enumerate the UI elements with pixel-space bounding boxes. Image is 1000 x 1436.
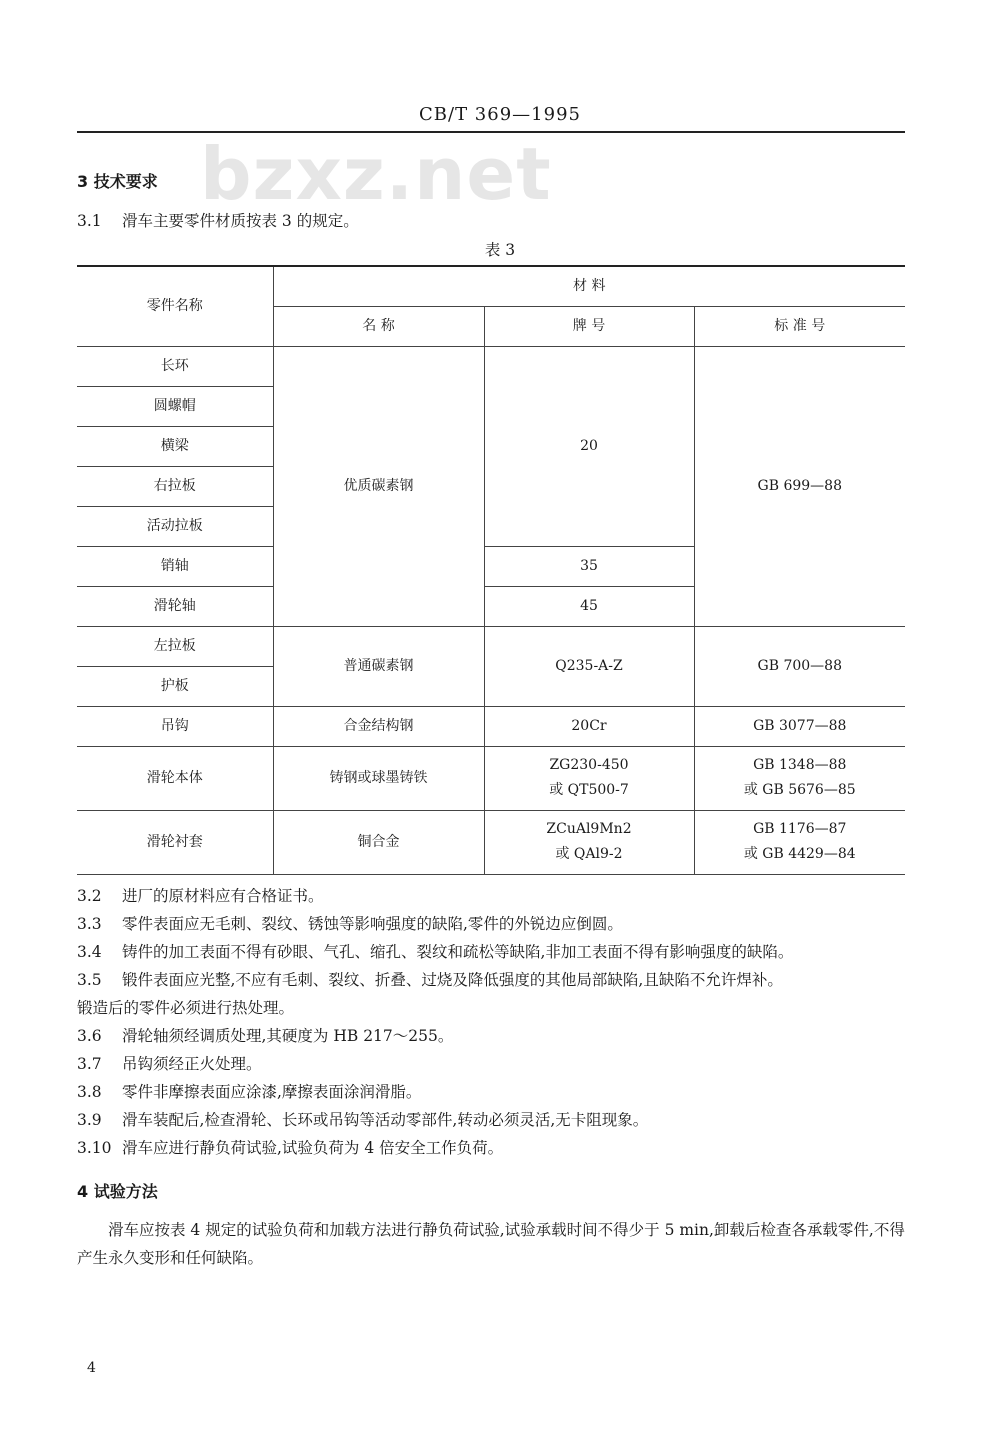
material-name-cell: 铜合金 [273, 810, 484, 874]
item-text: 滑车装配后,检查滑轮、长环或吊钩等活动零部件,转动必须灵活,无卡阻现象。 [122, 1111, 649, 1129]
item-number: 3.3 [77, 915, 102, 933]
item-3-4 [77, 940, 793, 962]
page-number: 4 [87, 1360, 96, 1376]
item-number: 3.1 [77, 212, 102, 230]
section-4-paragraph: 滑车应按表 4 规定的试验负荷和加载方法进行静负荷试验,试验承载时间不得少于 5 min,卸载后检查各承载零件,不得产生永久变形和任何缺陷。 [77, 1221, 905, 1267]
part-cell: 滑轮本体 [77, 746, 273, 810]
grade-cell [484, 810, 694, 874]
item-number: 3.2 [77, 887, 102, 905]
header-standard: 标 准 号 [694, 306, 905, 346]
part-cell: 左拉板 [77, 626, 273, 666]
part-cell: 吊钩 [77, 706, 273, 746]
item-text: 锻件表面应光整,不应有毛刺、裂纹、折叠、过烧及降低强度的其他局部缺陷,且缺陷不允许焊补。 [122, 971, 783, 989]
grade-line: 或 QAl9-2 [555, 846, 623, 862]
item-3-3 [77, 912, 623, 934]
standard-cell: GB 699—88 [694, 346, 905, 626]
document-code-header: CB/T 369—1995 [419, 104, 581, 125]
item-text: 锻造后的零件必须进行热处理。 [77, 999, 295, 1017]
section-4-title: 4 试验方法 [77, 1182, 158, 1201]
standard-cell: GB 700—88 [694, 626, 905, 706]
item-text: 吊钩须经正火处理。 [122, 1055, 262, 1073]
item-text: 进厂的原材料应有合格证书。 [122, 887, 324, 905]
item-3-7 [77, 1052, 262, 1074]
material-name-cell: 优质碳素钢 [273, 346, 484, 626]
grade-cell [484, 746, 694, 810]
section-3-title: 3 技术要求 [77, 172, 158, 191]
material-name-cell: 普通碳素钢 [273, 626, 484, 706]
grade-cell: 45 [484, 586, 694, 626]
item-3-9 [77, 1108, 648, 1130]
grade-cell: Q235-A-Z [484, 626, 694, 706]
standard-cell [694, 810, 905, 874]
part-cell: 右拉板 [77, 466, 273, 506]
material-name-cell: 合金结构钢 [273, 706, 484, 746]
item-text: 铸件的加工表面不得有砂眼、气孔、缩孔、裂纹和疏松等缺陷,非加工表面不得有影响强度的缺陷。 [122, 943, 794, 961]
item-3-10 [77, 1136, 503, 1158]
item-3-8 [77, 1080, 421, 1102]
grade-cell: 20Cr [484, 706, 694, 746]
grade-line: ZG230-450 [549, 757, 629, 773]
standard-line: GB 1348—88 [753, 757, 847, 773]
header-material-name: 名 称 [273, 306, 484, 346]
item-3-1 [77, 209, 359, 231]
item-3-6 [77, 1024, 453, 1046]
part-cell: 横梁 [77, 426, 273, 466]
standard-line: GB 1176—87 [753, 821, 847, 837]
part-cell: 活动拉板 [77, 506, 273, 546]
item-number: 3.10 [77, 1139, 112, 1157]
item-number: 3.8 [77, 1083, 102, 1101]
part-cell: 滑轮衬套 [77, 810, 273, 874]
item-text: 滑车主要零件材质按表 3 的规定。 [122, 212, 359, 230]
item-3-5-continuation [77, 996, 294, 1018]
header-part-name: 零件名称 [77, 266, 273, 346]
item-text: 滑轮轴须经调质处理,其硬度为 HB 217～255。 [122, 1027, 454, 1045]
grade-line: ZCuAl9Mn2 [546, 821, 632, 837]
item-3-5 [77, 968, 783, 990]
grade-cell: 20 [484, 346, 694, 546]
item-text: 零件表面应无毛刺、裂纹、锈蚀等影响强度的缺陷,零件的外锐边应倒圆。 [122, 915, 623, 933]
header-grade: 牌 号 [484, 306, 694, 346]
table-caption: 表 3 [484, 241, 516, 259]
item-number: 3.4 [77, 943, 102, 961]
standard-cell: GB 3077—88 [694, 706, 905, 746]
item-3-2 [77, 884, 324, 906]
item-number: 3.7 [77, 1055, 102, 1073]
item-text: 滑车应进行静负荷试验,试验负荷为 4 倍安全工作负荷。 [122, 1139, 504, 1157]
item-number: 3.6 [77, 1027, 102, 1045]
item-number: 3.9 [77, 1111, 102, 1129]
standard-cell [694, 746, 905, 810]
grade-line: 或 QT500-7 [549, 782, 629, 798]
materials-table [77, 265, 905, 875]
watermark: bzxz.net [200, 132, 552, 216]
item-number: 3.5 [77, 971, 102, 989]
standard-line: 或 GB 5676—85 [743, 782, 856, 798]
part-cell: 销轴 [77, 546, 273, 586]
part-cell: 圆螺帽 [77, 386, 273, 426]
header-material: 材 料 [273, 266, 905, 306]
part-cell: 护板 [77, 666, 273, 706]
material-name-cell: 铸钢或球墨铸铁 [273, 746, 484, 810]
part-cell: 滑轮轴 [77, 586, 273, 626]
grade-cell: 35 [484, 546, 694, 586]
standard-line: 或 GB 4429—84 [743, 846, 856, 862]
part-cell: 长环 [77, 346, 273, 386]
item-text: 零件非摩擦表面应涂漆,摩擦表面涂润滑脂。 [122, 1083, 422, 1101]
